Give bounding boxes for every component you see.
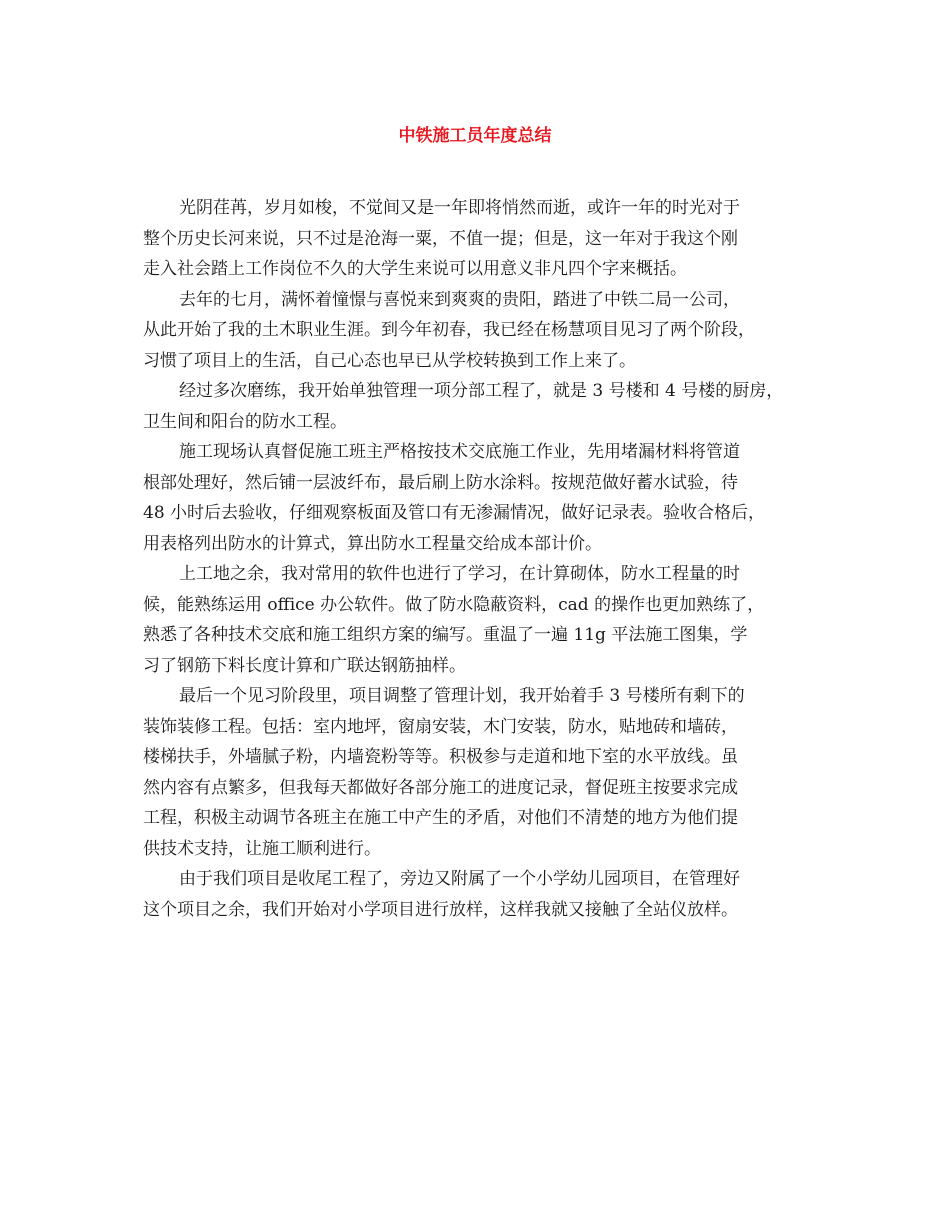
paragraph (143, 285, 823, 377)
paragraph (143, 559, 823, 681)
text-line: 走入社会踏上工作岗位不久的大学生来说可以用意义非凡四个字来概括。 (143, 259, 687, 279)
text-line: 从此开始了我的土木职业生涯。到今年初春，我已经在杨慧项目见习了两个阶段， (143, 320, 755, 340)
text-line: 上工地之余，我对常用的软件也进行了学习，在计算砌体，防水工程量的时 (179, 564, 740, 584)
paragraph (143, 376, 823, 437)
text-line: 48 小时后去验收，仔细观察板面及管口有无渗漏情况，做好记录表。验收合格后， (143, 503, 766, 523)
paragraph (143, 437, 823, 559)
text-line: 供技术支持，让施工顺利进行。 (143, 838, 381, 859)
text-line: 然内容有点繁多，但我每天都做好各部分施工的进度记录，督促班主按要求完成 (143, 777, 738, 798)
text-line: 候，能熟练运用 office 办公软件。做了防水隐蔽资料，cad 的操作也更加熟练了， (143, 594, 765, 615)
text-line: 习惯了项目上的生活，自己心态也早已从学校转换到工作上来了。 (143, 350, 636, 371)
text-line: 装饰装修工程。包括：室内地坪，窗扇安装，木门安装，防水，贴地砖和墙砖， (143, 716, 738, 737)
text-line: 经过多次磨练，我开始单独管理一项分部工程了，就是 3 号楼和 4 号楼的厨房， (179, 381, 784, 401)
document-title: 中铁施工员年度总结 (398, 126, 552, 146)
text-line: 整个历史长河来说，只不过是沧海一粟，不值一提；但是，这一年对于我这个刚 (143, 228, 738, 249)
text-line: 根部处理好，然后铺一层波纤布，最后刷上防水涂料。按规范做好蓄水试验，待 (143, 472, 738, 493)
text-line: 习了钢筋下料长度计算和广联达钢筋抽样。 (143, 655, 466, 676)
paragraph (143, 681, 823, 864)
document-body (143, 193, 823, 925)
paragraph (143, 193, 823, 285)
text-line: 由于我们项目是收尾工程了，旁边又附属了一个小学幼儿园项目，在管理好 (179, 869, 740, 889)
paragraph (143, 864, 823, 925)
text-line: 楼梯扶手，外墙腻子粉，内墙瓷粉等等。积极参与走道和地下室的水平放线。虽 (143, 747, 738, 767)
text-line: 用表格列出防水的计算式，算出防水工程量交给成本部计价。 (143, 533, 602, 554)
text-line: 施工现场认真督促施工班主严格按技术交底施工作业，先用堵漏材料将管道 (179, 442, 740, 462)
text-line: 光阴荏苒，岁月如梭，不觉间又是一年即将悄然而逝，或许一年的时光对于 (179, 198, 740, 218)
text-line: 这个项目之余，我们开始对小学项目进行放样，这样我就又接触了全站仪放样。 (143, 899, 738, 920)
text-line: 去年的七月，满怀着憧憬与喜悦来到爽爽的贵阳，踏进了中铁二局一公司， (179, 289, 740, 310)
text-line: 熟悉了各种技术交底和施工组织方案的编写。重温了一遍 11g 平法施工图集，学 (143, 625, 748, 645)
text-line: 最后一个见习阶段里，项目调整了管理计划，我开始着手 3 号楼所有剩下的 (179, 686, 745, 706)
text-line: 工程，积极主动调节各班主在施工中产生的矛盾，对他们不清楚的地方为他们提 (143, 808, 738, 828)
text-line: 卫生间和阳台的防水工程。 (143, 411, 347, 432)
